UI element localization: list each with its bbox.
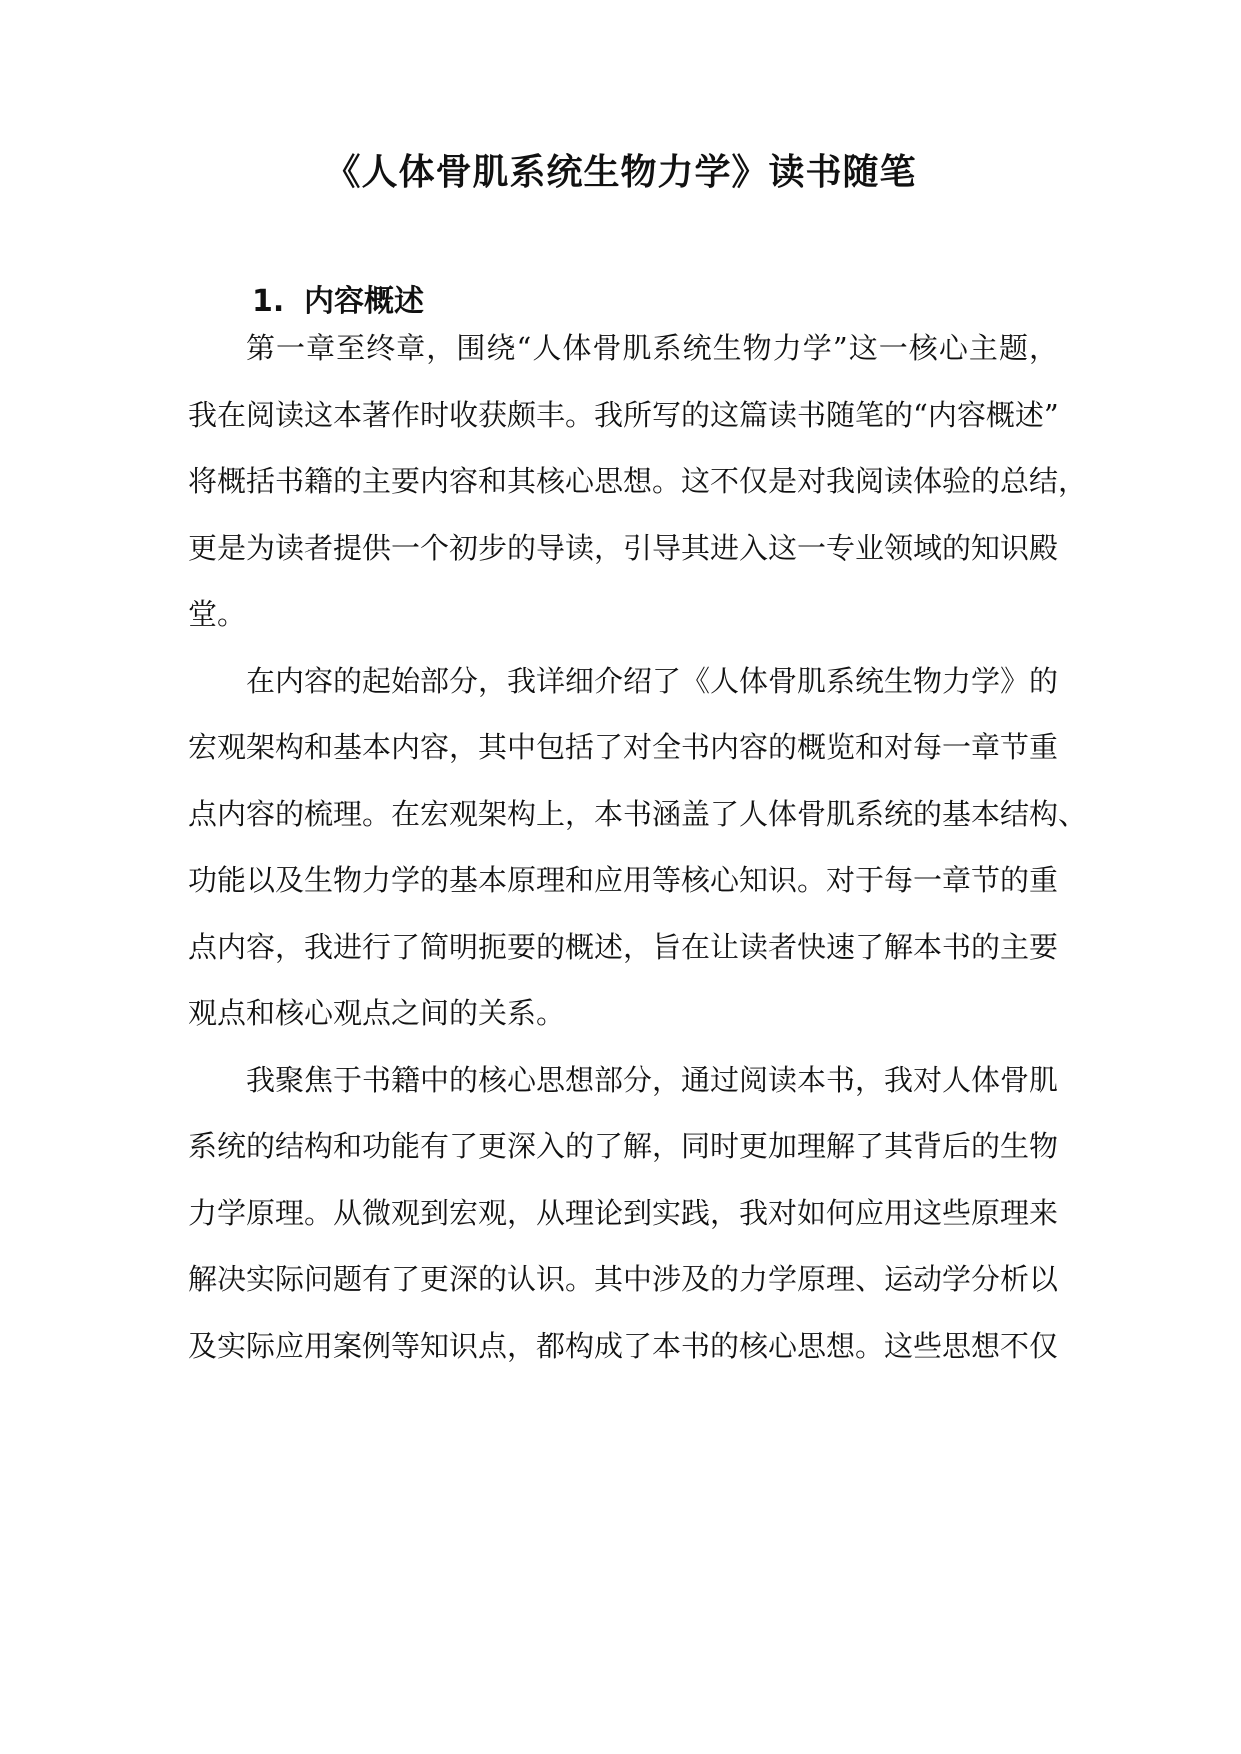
section-number: 1.	[252, 284, 285, 319]
document-title: 《人体骨肌系统生物力学》读书随笔	[324, 152, 917, 193]
section-heading-text: 内容概述	[304, 284, 424, 319]
paragraph-line: 更是为读者提供一个初步的导读，引导其进入这一专业领域的知识殿	[188, 531, 1059, 565]
paragraph-line: 将概括书籍的主要内容和其核心思想。这不仅是对我阅读体验的总结，	[188, 464, 1088, 498]
section-heading	[252, 280, 424, 324]
paragraph-line: 宏观架构和基本内容，其中包括了对全书内容的概览和对每一章节重	[188, 730, 1059, 764]
paragraph-line: 功能以及生物力学的基本原理和应用等核心知识。对于每一章节的重	[188, 863, 1059, 897]
paragraph-line: 点内容，我进行了简明扼要的概述，旨在让读者快速了解本书的主要	[188, 930, 1059, 964]
paragraph-line: 观点和核心观点之间的关系。	[188, 996, 566, 1030]
paragraph-line: 点内容的梳理。在宏观架构上，本书涵盖了人体骨肌系统的基本结构、	[188, 797, 1088, 831]
paragraph-line: 第一章至终章，围绕“人体骨肌系统生物力学”这一核心主题，	[246, 331, 1058, 365]
paragraph-line: 我聚焦于书籍中的核心思想部分，通过阅读本书，我对人体骨肌	[246, 1063, 1059, 1097]
paragraph-line: 我在阅读这本著作时收获颇丰。我所写的这篇读书随笔的“内容概述”	[188, 398, 1059, 432]
paragraph-line: 在内容的起始部分，我详细介绍了《人体骨肌系统生物力学》的	[246, 664, 1059, 698]
paragraph-line: 系统的结构和功能有了更深入的了解，同时更加理解了其背后的生物	[188, 1129, 1059, 1163]
paragraph-line: 解决实际问题有了更深的认识。其中涉及的力学原理、运动学分析以	[188, 1262, 1059, 1296]
paragraph-line: 堂。	[188, 597, 247, 631]
paragraph-line: 及实际应用案例等知识点，都构成了本书的核心思想。这些思想不仅	[188, 1329, 1059, 1363]
paragraph-line: 力学原理。从微观到宏观，从理论到实践，我对如何应用这些原理来	[188, 1196, 1059, 1230]
